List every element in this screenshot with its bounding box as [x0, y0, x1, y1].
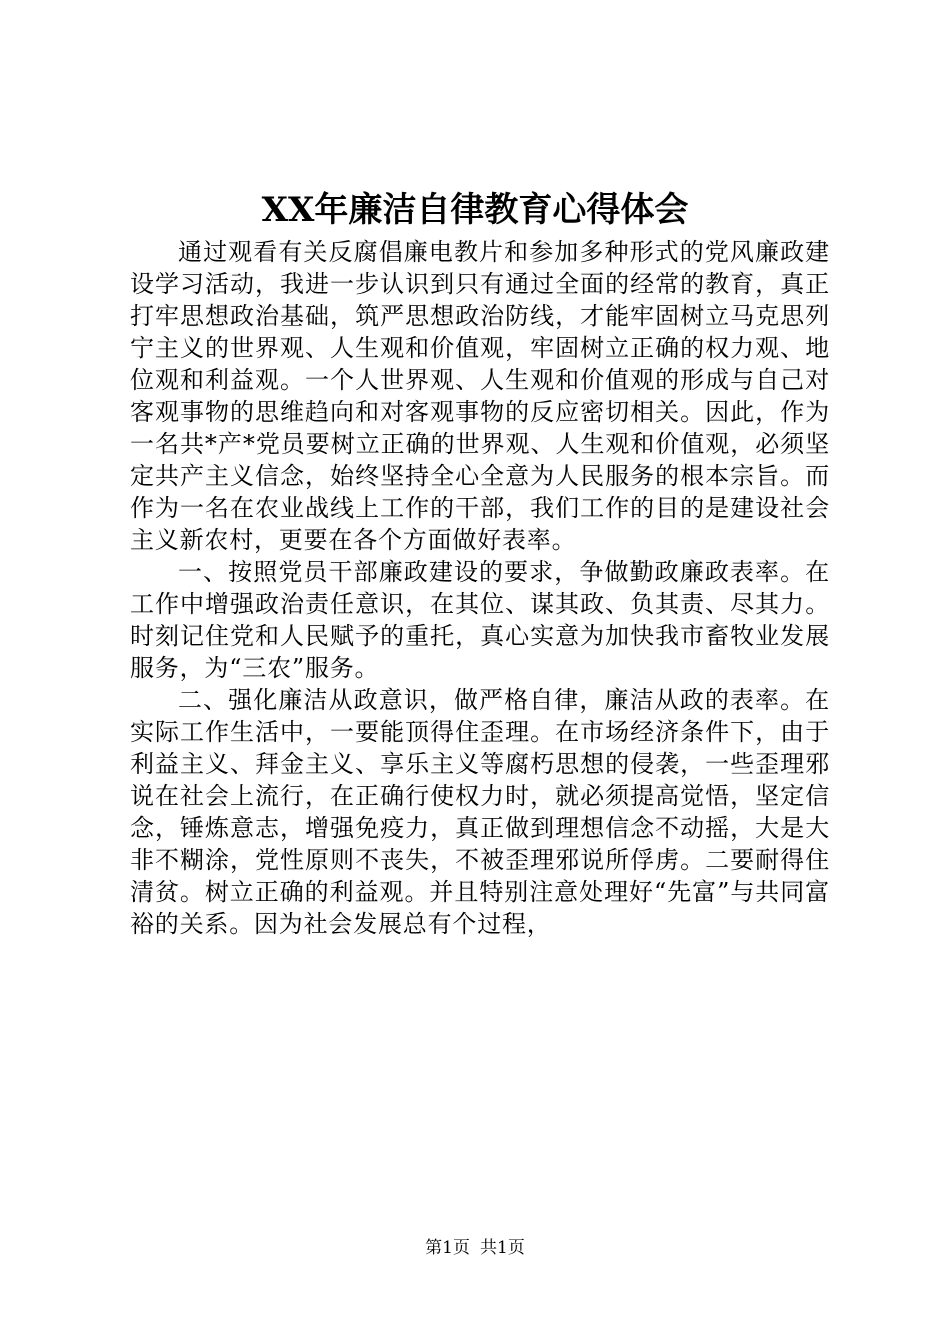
paragraph-point-one: 一、按照党员干部廉政建设的要求，争做勤政廉政表率。在工作中增强政治责任意识，在其位、谋其政、负其责、尽其力。时刻记住党和人民赋予的重托，真心实意为加快我市畜牧业发展服务，为“三农”服务。 [130, 558, 830, 682]
paragraph-intro: 通过观看有关反腐倡廉电教片和参加多种形式的党风廉政建设学习活动，我进一步认识到只有通过全面的经常的教育，真正打牢思想政治基础，筑严思想政治防线，才能牢固树立马克思列宁主义的世界观、人生观和价值观，牢固树立正确的权力观、地位观和利益观。一个人世界观、人生观和价值观的形成与自己对客观事物的思维趋向和对客观事物的反应密切相关。因此，作为一名共*产*党员要树立正确的世界观、人生观和价值观，必须坚定共产主义信念，始终坚持全心全意为人民服务的根本宗旨。而作为一名在农业战线上工作的干部，我们工作的目的是建设社会主义新农村，更要在各个方面做好表率。 [130, 238, 830, 554]
page-number: 第1页 [425, 1238, 470, 1258]
page-total: 共1页 [480, 1238, 525, 1258]
page-footer [0, 1236, 950, 1260]
document-body [130, 236, 830, 940]
document-title: XX年廉洁自律教育心得体会 [261, 190, 689, 230]
paragraph-point-two: 二、强化廉洁从政意识，做严格自律，廉洁从政的表率。在实际工作生活中，一要能顶得住歪理。在市场经济条件下，由于利益主义、拜金主义、享乐主义等腐朽思想的侵袭，一些歪理邪说在社会上流行，在正确行使权力时，就必须提高觉悟，坚定信念，锤炼意志，增强免疫力，真正做到理想信念不动摇，大是大非不糊涂，党性原则不丧失，不被歪理邪说所俘虏。二要耐得住清贫。树立正确的利益观。并且特别注意处理好“先富”与共同富裕的关系。因为社会发展总有个过程， [130, 686, 830, 938]
